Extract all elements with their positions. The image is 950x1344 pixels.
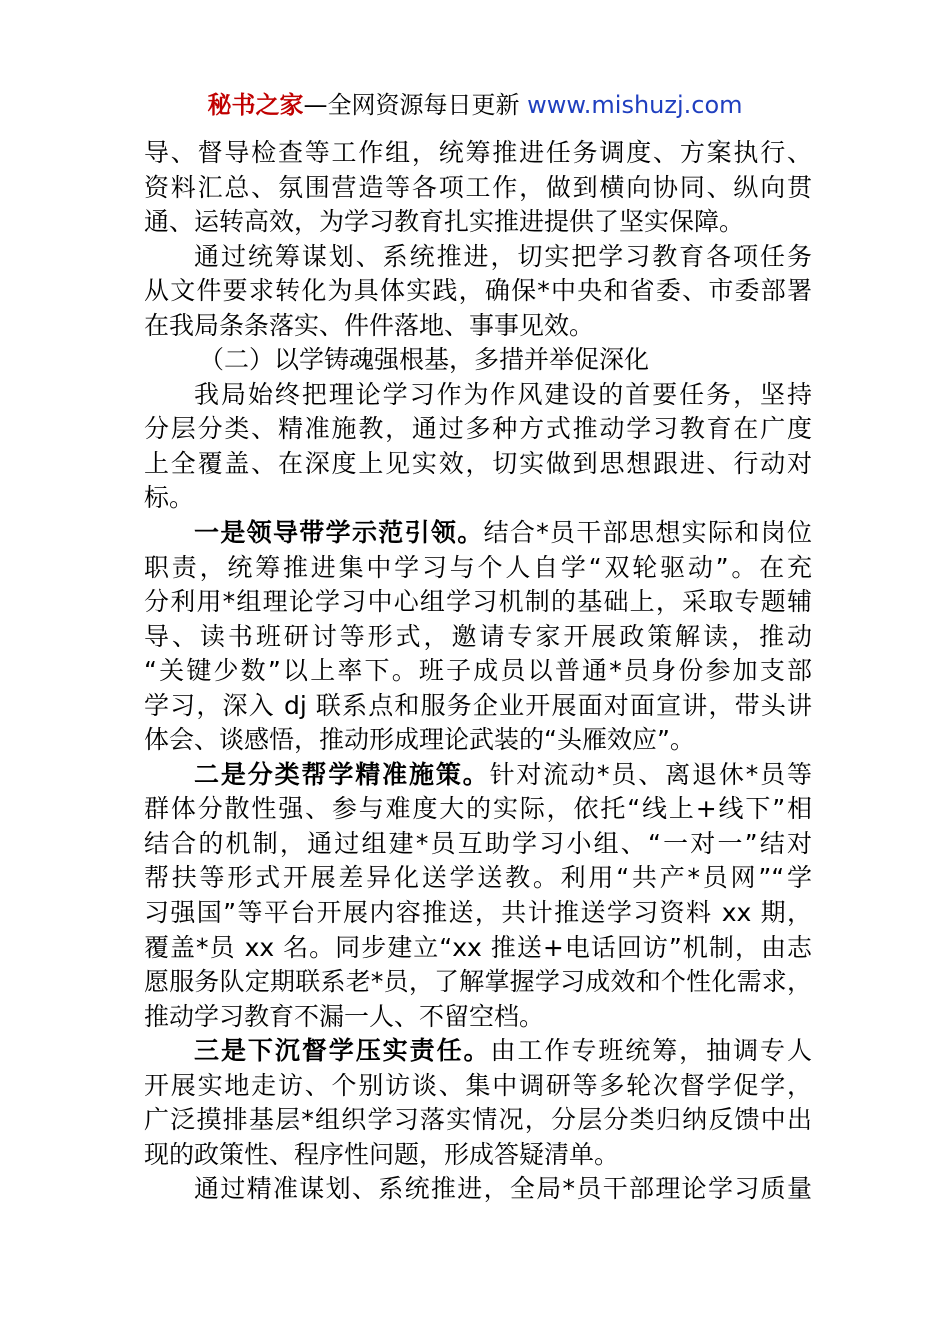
text-line: 从文件要求转化为具体实践，确保*中央和省委、市委部署 bbox=[144, 276, 812, 306]
text-line: 结合的机制，通过组建*员互助学习小组、“一对一”结对 bbox=[144, 828, 812, 858]
text-line: 开展实地走访、个别访谈、集中调研等多轮次督学促学， bbox=[144, 1070, 812, 1100]
header-tagline: —全网资源每日更新 bbox=[303, 91, 528, 119]
text-line: 覆盖*员 xx 名。同步建立“xx 推送+电话回访”机制，由志 bbox=[144, 932, 812, 962]
text-line: “关键少数”以上率下。班子成员以普通*员身份参加支部 bbox=[144, 656, 812, 686]
text-line: 上全覆盖、在深度上见实效，切实做到思想跟进、行动对 bbox=[144, 448, 812, 478]
paragraph-lead: 二是分类帮学精准施策。 bbox=[194, 759, 490, 789]
text-line: 职责，统筹推进集中学习与个人自学“双轮驱动”。在充 bbox=[144, 552, 812, 582]
document-body bbox=[144, 136, 812, 1207]
text-line: 资料汇总、氛围营造等各项工作，做到横向协同、纵向贯 bbox=[144, 172, 812, 202]
text-line: 体会、谈感悟，推动形成理论武装的“头雁效应”。 bbox=[144, 725, 695, 755]
brand-name: 秘书之家 bbox=[207, 91, 304, 119]
text-line: 导、读书班研讨等形式，邀请专家开展政策解读，推动 bbox=[144, 621, 812, 651]
text-line: 导、督导检查等工作组，统筹推进任务调度、方案执行、 bbox=[144, 138, 812, 167]
text-line: 群体分散性强、参与难度大的实际，依托“线上+线下”相 bbox=[144, 794, 812, 824]
text-line: 通、运转高效，为学习教育扎实推进提供了坚实保障。 bbox=[144, 207, 745, 237]
text-line: 分利用*组理论学习中心组学习机制的基础上，采取专题辅 bbox=[144, 587, 812, 617]
text-line: 帮扶等形式开展差异化送学送教。利用“共产*员网”“学 bbox=[144, 863, 812, 893]
site-url-link[interactable]: www.mishuzj.com bbox=[527, 91, 743, 119]
text-line: 学习，深入 dj 联系点和服务企业开展面对面宣讲，带头讲 bbox=[144, 690, 812, 720]
text-line: 推动学习教育不漏一人、不留空档。 bbox=[144, 1001, 545, 1031]
site-header bbox=[0, 88, 950, 122]
text-line: 在我局条条落实、件件落地、事事见效。 bbox=[144, 310, 595, 340]
section-heading: （二）以学铸魂强根基，多措并举促深化 bbox=[199, 345, 650, 375]
text-line: 现的政策性、程序性问题，形成答疑清单。 bbox=[144, 1139, 620, 1169]
text-line: 分层分类、精准施教，通过多种方式推动学习教育在广度 bbox=[144, 414, 812, 444]
text-line: 习强国”等平台开展内容推送，共计推送学习资料 xx 期， bbox=[144, 898, 812, 928]
text-line: 二是分类帮学精准施策。针对流动*员、离退休*员等 bbox=[194, 759, 812, 789]
text-line: 广泛摸排基层*组织学习落实情况，分层分类归纳反馈中出 bbox=[144, 1105, 812, 1135]
text-line: 我局始终把理论学习作为作风建设的首要任务，坚持 bbox=[194, 379, 812, 409]
paragraph-lead: 三是下沉督学压实责任。 bbox=[194, 1036, 491, 1066]
paragraph-lead: 一是领导带学示范引领。 bbox=[194, 518, 484, 548]
text-line: 通过统筹谋划、系统推进，切实把学习教育各项任务 bbox=[194, 241, 812, 271]
text-line: 通过精准谋划、系统推进，全局*员干部理论学习质量 bbox=[194, 1174, 812, 1204]
text-line: 三是下沉督学压实责任。由工作专班统筹，抽调专人 bbox=[194, 1036, 812, 1066]
text-line: 一是领导带学示范引领。结合*员干部思想实际和岗位 bbox=[194, 518, 812, 548]
text-line: 愿服务队定期联系老*员，了解掌握学习成效和个性化需求， bbox=[144, 967, 812, 997]
text-line: 标。 bbox=[144, 483, 195, 513]
